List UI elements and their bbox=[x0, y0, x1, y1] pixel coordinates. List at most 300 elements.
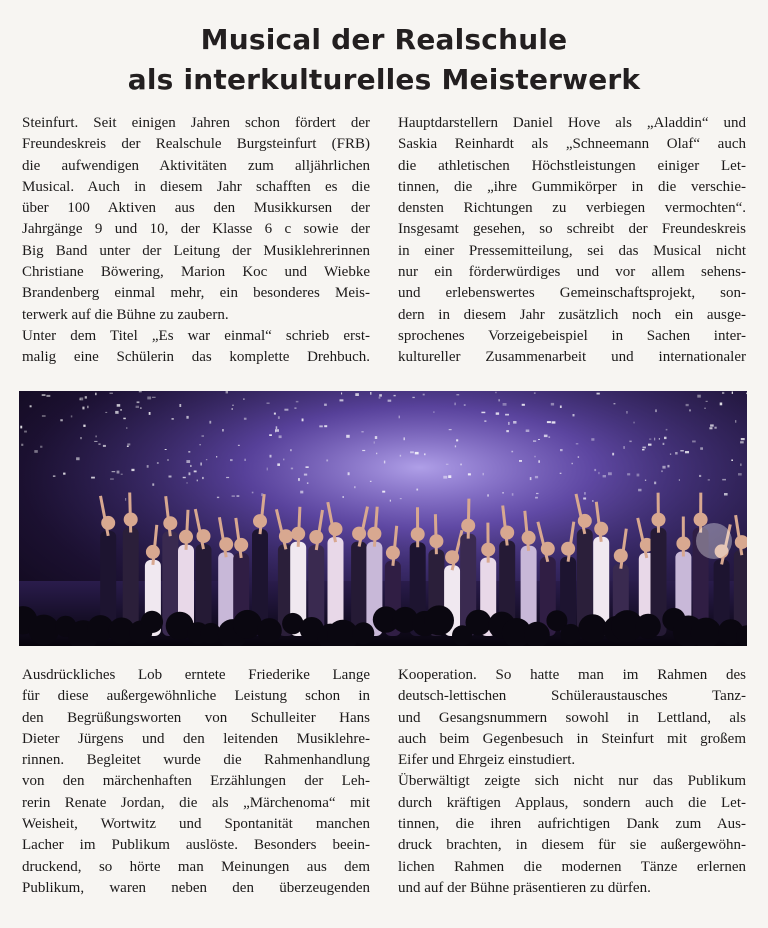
confetti-piece bbox=[722, 392, 724, 394]
stage-photo-illustration bbox=[19, 391, 747, 646]
confetti-piece bbox=[592, 500, 593, 502]
confetti-piece bbox=[298, 478, 300, 481]
confetti-piece bbox=[663, 443, 665, 445]
confetti-piece bbox=[634, 422, 635, 424]
confetti-piece bbox=[741, 438, 745, 440]
confetti-piece bbox=[30, 405, 32, 407]
audience-head bbox=[561, 624, 581, 644]
audience-head bbox=[578, 614, 607, 643]
audience-head bbox=[352, 622, 374, 644]
confetti-piece bbox=[560, 406, 562, 409]
performer-arm bbox=[186, 510, 188, 550]
confetti-piece bbox=[237, 495, 240, 496]
confetti-piece bbox=[423, 394, 425, 396]
text-line: tinnen, die „ihre Gummikörper in die verschie- bbox=[398, 178, 746, 195]
confetti-piece bbox=[382, 491, 385, 493]
confetti-piece bbox=[341, 393, 342, 395]
confetti-piece bbox=[496, 412, 499, 414]
confetti-piece bbox=[708, 479, 710, 480]
text-line: Big Band unter der Leitung der Musiklehrerinnen bbox=[22, 242, 370, 259]
confetti-piece bbox=[536, 493, 539, 494]
confetti-piece bbox=[686, 404, 689, 406]
text-line: Freundeskreis der Realschule Burgsteinfurt (FRB) bbox=[22, 136, 370, 153]
confetti-piece bbox=[692, 441, 696, 443]
confetti-piece bbox=[82, 407, 84, 410]
confetti-piece bbox=[578, 456, 579, 458]
confetti-piece bbox=[222, 429, 224, 432]
confetti-piece bbox=[731, 460, 733, 462]
confetti-piece bbox=[643, 447, 646, 449]
confetti-piece bbox=[169, 476, 172, 478]
confetti-piece bbox=[390, 500, 391, 502]
confetti-piece bbox=[654, 482, 656, 485]
confetti-piece bbox=[226, 391, 228, 393]
confetti-piece bbox=[664, 437, 667, 439]
confetti-piece bbox=[662, 466, 665, 469]
confetti-piece bbox=[370, 481, 372, 482]
text-line: Dieter Jürgens und den leitenden Musiklehre- bbox=[22, 730, 370, 747]
confetti-piece bbox=[416, 489, 418, 491]
text-line: über 100 Aktiven aus den Musikkursen der bbox=[22, 200, 370, 217]
confetti-piece bbox=[675, 452, 678, 455]
confetti-piece bbox=[642, 449, 645, 450]
confetti-piece bbox=[535, 497, 538, 499]
confetti-piece bbox=[511, 451, 513, 453]
confetti-piece bbox=[724, 493, 728, 496]
confetti-piece bbox=[670, 454, 671, 455]
confetti-piece bbox=[277, 463, 280, 466]
text-line: Kooperation. So hatte man im Rahmen des bbox=[398, 667, 746, 683]
confetti-piece bbox=[503, 403, 507, 406]
confetti-piece bbox=[484, 421, 486, 422]
confetti-piece bbox=[117, 404, 121, 407]
confetti-piece bbox=[648, 444, 652, 446]
confetti-piece bbox=[638, 489, 641, 492]
text-line: terwerk auf die Bühne zu zaubern. bbox=[22, 306, 229, 323]
confetti-piece bbox=[449, 429, 452, 430]
confetti-piece bbox=[376, 453, 377, 455]
confetti-piece bbox=[495, 392, 496, 393]
confetti-piece bbox=[505, 414, 509, 416]
text-line: Brandenberg einmal mehr, ein besonderes Meis- bbox=[22, 285, 370, 302]
confetti-piece bbox=[230, 459, 233, 461]
confetti-piece bbox=[487, 494, 488, 496]
confetti-piece bbox=[103, 445, 106, 447]
confetti-piece bbox=[149, 412, 151, 415]
confetti-piece bbox=[354, 486, 355, 488]
confetti-piece bbox=[342, 496, 344, 498]
confetti-piece bbox=[95, 393, 97, 396]
confetti-piece bbox=[324, 425, 327, 427]
confetti-piece bbox=[659, 438, 660, 439]
confetti-piece bbox=[346, 435, 350, 438]
confetti-piece bbox=[200, 463, 202, 466]
confetti-piece bbox=[209, 421, 211, 424]
confetti-piece bbox=[216, 456, 217, 458]
confetti-piece bbox=[147, 397, 151, 400]
text-line: in einer Pressemitteilung, sei das Musical nicht bbox=[398, 242, 746, 259]
column-top-right bbox=[398, 113, 746, 369]
confetti-piece bbox=[117, 471, 120, 474]
confetti-piece bbox=[661, 470, 662, 472]
confetti-piece bbox=[121, 474, 123, 475]
confetti-piece bbox=[456, 439, 458, 441]
confetti-piece bbox=[46, 395, 50, 397]
confetti-piece bbox=[400, 498, 402, 499]
confetti-piece bbox=[60, 419, 63, 421]
confetti-piece bbox=[746, 393, 747, 395]
performer-silhouette bbox=[351, 542, 367, 636]
confetti-piece bbox=[404, 437, 405, 440]
confetti-piece bbox=[252, 492, 254, 494]
confetti-piece bbox=[455, 445, 456, 447]
confetti-piece bbox=[20, 426, 22, 429]
confetti-piece bbox=[709, 427, 712, 429]
text-line: dern in diesem Jahr zusätzlich noch ein ausge- bbox=[398, 306, 746, 323]
confetti-piece bbox=[548, 436, 550, 438]
confetti-piece bbox=[448, 475, 451, 478]
performer-arm bbox=[435, 514, 436, 554]
confetti-piece bbox=[706, 401, 708, 402]
confetti-piece bbox=[468, 473, 471, 475]
column-top-left bbox=[22, 113, 370, 369]
confetti-piece bbox=[244, 418, 247, 420]
text-line: für diese außergewöhnliche Leistung schon in bbox=[22, 688, 370, 705]
confetti-piece bbox=[399, 416, 400, 419]
confetti-piece bbox=[186, 482, 188, 483]
text-line: densten Richtungen zu verbiegen vermochten“. bbox=[398, 200, 746, 217]
confetti-piece bbox=[306, 466, 309, 468]
article-title-line-2: als interkulturelles Meisterwerk bbox=[127, 63, 641, 96]
confetti-piece bbox=[243, 398, 244, 400]
text-line: nur ein förderwürdiges und vor allem sehens- bbox=[398, 264, 746, 281]
performer-arm bbox=[468, 499, 469, 539]
confetti-piece bbox=[53, 475, 56, 477]
confetti-piece bbox=[127, 443, 130, 445]
confetti-piece bbox=[226, 477, 229, 478]
confetti-piece bbox=[355, 393, 359, 396]
confetti-piece bbox=[685, 451, 689, 453]
confetti-piece bbox=[304, 474, 307, 476]
confetti-piece bbox=[21, 444, 23, 446]
confetti-piece bbox=[232, 408, 233, 410]
confetti-piece bbox=[512, 493, 514, 496]
confetti-piece bbox=[232, 405, 233, 406]
confetti-piece bbox=[157, 462, 159, 463]
confetti-piece bbox=[388, 400, 392, 402]
confetti-piece bbox=[603, 475, 606, 477]
confetti-piece bbox=[137, 401, 140, 403]
confetti-piece bbox=[152, 397, 156, 398]
confetti-piece bbox=[534, 393, 536, 394]
text-line: Unter dem Titel „Es war einmal“ schrieb erst- bbox=[22, 327, 370, 344]
confetti-piece bbox=[446, 464, 449, 465]
confetti-piece bbox=[720, 403, 723, 406]
confetti-piece bbox=[560, 449, 563, 451]
confetti-piece bbox=[375, 436, 377, 439]
confetti-piece bbox=[110, 478, 114, 480]
confetti-piece bbox=[245, 459, 246, 461]
confetti-piece bbox=[629, 441, 631, 443]
confetti-piece bbox=[291, 468, 293, 470]
confetti-piece bbox=[94, 441, 97, 442]
confetti-piece bbox=[704, 408, 706, 409]
confetti-piece bbox=[76, 457, 80, 460]
confetti-piece bbox=[455, 403, 456, 406]
confetti-piece bbox=[194, 471, 197, 473]
confetti-piece bbox=[722, 479, 726, 481]
confetti-piece bbox=[183, 477, 186, 478]
text-line: malig eine Schülerin das komplette Drehbuch. bbox=[22, 349, 370, 366]
confetti-piece bbox=[348, 472, 350, 475]
text-line: Christiane Böwering, Marion Koc und Wiebke bbox=[22, 264, 370, 281]
confetti-piece bbox=[167, 459, 168, 461]
confetti-piece bbox=[656, 409, 657, 412]
confetti-piece bbox=[415, 452, 419, 455]
confetti-piece bbox=[40, 446, 42, 448]
confetti-piece bbox=[42, 394, 46, 396]
audience-head bbox=[29, 615, 59, 645]
audience-head bbox=[257, 618, 282, 643]
confetti-piece bbox=[140, 407, 142, 409]
text-line: den Begrüßungsworten von Schulleiter Hans bbox=[22, 709, 370, 726]
text-line: durch kräftigen Applaus, sondern auch die Let- bbox=[398, 794, 746, 811]
confetti-piece bbox=[202, 477, 204, 479]
confetti-piece bbox=[95, 436, 97, 438]
confetti-piece bbox=[591, 438, 594, 441]
confetti-piece bbox=[83, 425, 85, 427]
confetti-piece bbox=[186, 416, 188, 419]
confetti-piece bbox=[80, 398, 84, 401]
confetti-piece bbox=[534, 456, 535, 458]
confetti-piece bbox=[87, 406, 88, 409]
confetti-piece bbox=[278, 416, 280, 419]
confetti-piece bbox=[202, 435, 205, 437]
confetti-piece bbox=[597, 393, 600, 395]
text-line: und erlebenswertes Gemeinschaftsprojekt, son- bbox=[398, 285, 746, 302]
confetti-piece bbox=[81, 437, 82, 439]
performer-arm bbox=[130, 493, 131, 533]
confetti-piece bbox=[680, 450, 684, 452]
confetti-piece bbox=[296, 401, 299, 403]
confetti-piece bbox=[136, 406, 139, 408]
text-line: von den märchenhaften Erzählungen der Leh- bbox=[22, 773, 370, 790]
confetti-piece bbox=[714, 427, 716, 429]
confetti-piece bbox=[379, 397, 381, 399]
confetti-piece bbox=[544, 435, 548, 438]
confetti-piece bbox=[623, 446, 624, 449]
confetti-piece bbox=[735, 420, 736, 423]
confetti-piece bbox=[526, 430, 530, 433]
column-bottom-left bbox=[22, 665, 370, 899]
confetti-piece bbox=[340, 399, 344, 401]
confetti-piece bbox=[300, 491, 303, 494]
confetti-piece bbox=[284, 409, 288, 411]
text-line: Musical. Auch in diesem Jahr schafften es die bbox=[22, 178, 370, 195]
text-line: Jahrgänge 9 und 10, der Klasse 6 c sowie der bbox=[22, 221, 370, 238]
confetti-piece bbox=[594, 469, 596, 471]
confetti-piece bbox=[654, 438, 655, 441]
confetti-piece bbox=[186, 460, 190, 463]
confetti-piece bbox=[384, 461, 385, 464]
confetti-piece bbox=[91, 477, 95, 479]
confetti-piece bbox=[179, 404, 181, 407]
confetti-piece bbox=[400, 455, 401, 457]
confetti-piece bbox=[71, 415, 73, 417]
audience-head bbox=[424, 605, 454, 635]
confetti-piece bbox=[583, 498, 586, 500]
text-line: druck brachten, in diesem für sie außergewöhn- bbox=[398, 837, 746, 854]
text-line: Hauptdarstellern Daniel Hove als „Aladdin“ und bbox=[398, 115, 746, 131]
confetti-piece bbox=[460, 464, 461, 466]
confetti-piece bbox=[362, 450, 365, 451]
text-line: Lacher im Publikum auslöste. Besonders beein- bbox=[22, 837, 370, 854]
confetti-piece bbox=[481, 412, 485, 414]
confetti-piece bbox=[139, 391, 142, 392]
confetti-piece bbox=[172, 418, 174, 420]
text-line: druckend, so hörte man Meinungen aus dem bbox=[22, 858, 370, 875]
confetti-piece bbox=[506, 430, 509, 432]
confetti-piece bbox=[127, 446, 129, 447]
confetti-piece bbox=[700, 447, 703, 450]
confetti-piece bbox=[42, 416, 46, 417]
confetti-piece bbox=[374, 441, 375, 443]
confetti-piece bbox=[483, 473, 485, 475]
confetti-piece bbox=[519, 460, 522, 462]
confetti-piece bbox=[238, 445, 240, 446]
confetti-piece bbox=[85, 396, 87, 398]
performer-arm bbox=[298, 507, 300, 547]
confetti-piece bbox=[394, 395, 396, 396]
confetti-piece bbox=[302, 419, 304, 422]
confetti-piece bbox=[522, 404, 525, 406]
confetti-piece bbox=[499, 399, 500, 401]
confetti-piece bbox=[283, 459, 284, 461]
confetti-piece bbox=[424, 453, 425, 455]
confetti-piece bbox=[738, 473, 742, 475]
confetti-piece bbox=[547, 421, 551, 423]
article-title-line-1: Musical der Realschule bbox=[200, 23, 568, 56]
audience-head bbox=[141, 611, 163, 633]
text-line: Überwältigt zeigte sich nicht nur das Publikum bbox=[398, 773, 746, 790]
confetti-piece bbox=[679, 479, 680, 481]
confetti-piece bbox=[112, 471, 116, 472]
column-bottom-right bbox=[398, 665, 746, 899]
confetti-piece bbox=[188, 451, 190, 452]
confetti-piece bbox=[267, 403, 270, 404]
confetti-piece bbox=[274, 413, 276, 415]
text-line: rerin Renate Jordan, die als „Märchenoma“ mit bbox=[22, 794, 370, 811]
confetti-piece bbox=[275, 429, 279, 432]
confetti-piece bbox=[379, 394, 382, 396]
confetti-piece bbox=[433, 411, 434, 412]
confetti-piece bbox=[189, 472, 191, 475]
confetti-piece bbox=[131, 469, 134, 471]
confetti-piece bbox=[464, 404, 466, 406]
confetti-piece bbox=[190, 465, 192, 467]
text-line: und auf der Bühne präsentieren zu dürfen. bbox=[398, 879, 651, 896]
confetti-piece bbox=[502, 492, 503, 493]
text-line: sprochenes Vorzeigebeispiel in Sachen inter- bbox=[398, 327, 746, 344]
confetti-piece bbox=[276, 426, 278, 429]
confetti-piece bbox=[732, 392, 733, 394]
confetti-piece bbox=[530, 477, 532, 480]
confetti-piece bbox=[645, 480, 646, 481]
confetti-piece bbox=[126, 427, 127, 429]
confetti-piece bbox=[110, 393, 113, 394]
confetti-piece bbox=[627, 473, 630, 475]
confetti-piece bbox=[270, 455, 272, 458]
confetti-piece bbox=[608, 472, 612, 475]
text-line: Publikum, waren neben den überzeugenden bbox=[22, 879, 370, 896]
confetti-piece bbox=[412, 397, 414, 398]
confetti-piece bbox=[324, 404, 327, 406]
text-line: Eifer und Ehrgeiz einstudiert. bbox=[398, 752, 576, 769]
confetti-piece bbox=[614, 403, 616, 404]
confetti-piece bbox=[551, 403, 554, 406]
confetti-piece bbox=[200, 444, 201, 445]
confetti-piece bbox=[538, 460, 540, 463]
text-line: und Gesangsnummern sowohl in Lettland, als bbox=[398, 709, 746, 726]
confetti-piece bbox=[584, 492, 585, 495]
confetti-piece bbox=[34, 450, 38, 453]
text-line: auch beim Gegenbesuch in Steinfurt mit großem bbox=[398, 730, 746, 747]
confetti-piece bbox=[98, 444, 100, 445]
confetti-piece bbox=[533, 440, 536, 442]
confetti-piece bbox=[740, 464, 742, 466]
text-line: Ausdrückliches Lob erntete Friederike Lange bbox=[22, 667, 370, 683]
text-line: Weisheit, Wortwitz und Spontanität manchen bbox=[22, 816, 370, 833]
confetti-piece bbox=[326, 460, 328, 462]
confetti-piece bbox=[649, 439, 651, 440]
confetti-piece bbox=[666, 429, 668, 431]
confetti-piece bbox=[370, 392, 372, 395]
confetti-piece bbox=[294, 407, 296, 409]
confetti-piece bbox=[147, 465, 149, 468]
confetti-piece bbox=[576, 443, 579, 444]
text-line: Steinfurt. Seit einigen Jahren schon fördert der bbox=[22, 115, 370, 131]
confetti-piece bbox=[513, 421, 516, 424]
text-line: die aufwendigen Aktivitäten zum alljährlichen bbox=[22, 157, 370, 174]
confetti-piece bbox=[572, 463, 573, 464]
confetti-piece bbox=[637, 474, 640, 477]
confetti-piece bbox=[535, 476, 538, 478]
article-title bbox=[0, 20, 768, 100]
text-line: tinnen, die ihren aufrichtigen Dank zum Aus- bbox=[398, 816, 746, 833]
confetti-piece bbox=[152, 483, 154, 485]
audience-head bbox=[233, 610, 262, 639]
confetti-piece bbox=[710, 424, 714, 426]
confetti-piece bbox=[667, 465, 669, 468]
confetti-piece bbox=[319, 425, 323, 427]
confetti-piece bbox=[115, 411, 118, 414]
confetti-piece bbox=[125, 498, 126, 501]
confetti-piece bbox=[217, 497, 219, 498]
text-line: kultureller Zusammenarbeit und internationaler bbox=[398, 349, 746, 366]
confetti-piece bbox=[456, 394, 459, 395]
confetti-piece bbox=[410, 451, 414, 453]
confetti-piece bbox=[552, 421, 556, 423]
confetti-piece bbox=[612, 453, 614, 456]
text-line: rinnen. Begleitet wurde die Rahmenhandlung bbox=[22, 752, 370, 769]
stage-photo bbox=[19, 391, 747, 646]
confetti-piece bbox=[63, 473, 65, 475]
confetti-piece bbox=[508, 422, 510, 425]
confetti-piece bbox=[307, 482, 309, 484]
text-line: deutsch-lettischen Schüleraustausches Tanz- bbox=[398, 688, 746, 705]
text-line: Insgesamt gesehen, so schreibt der Freundeskreis bbox=[398, 221, 746, 238]
confetti-piece bbox=[560, 473, 562, 474]
